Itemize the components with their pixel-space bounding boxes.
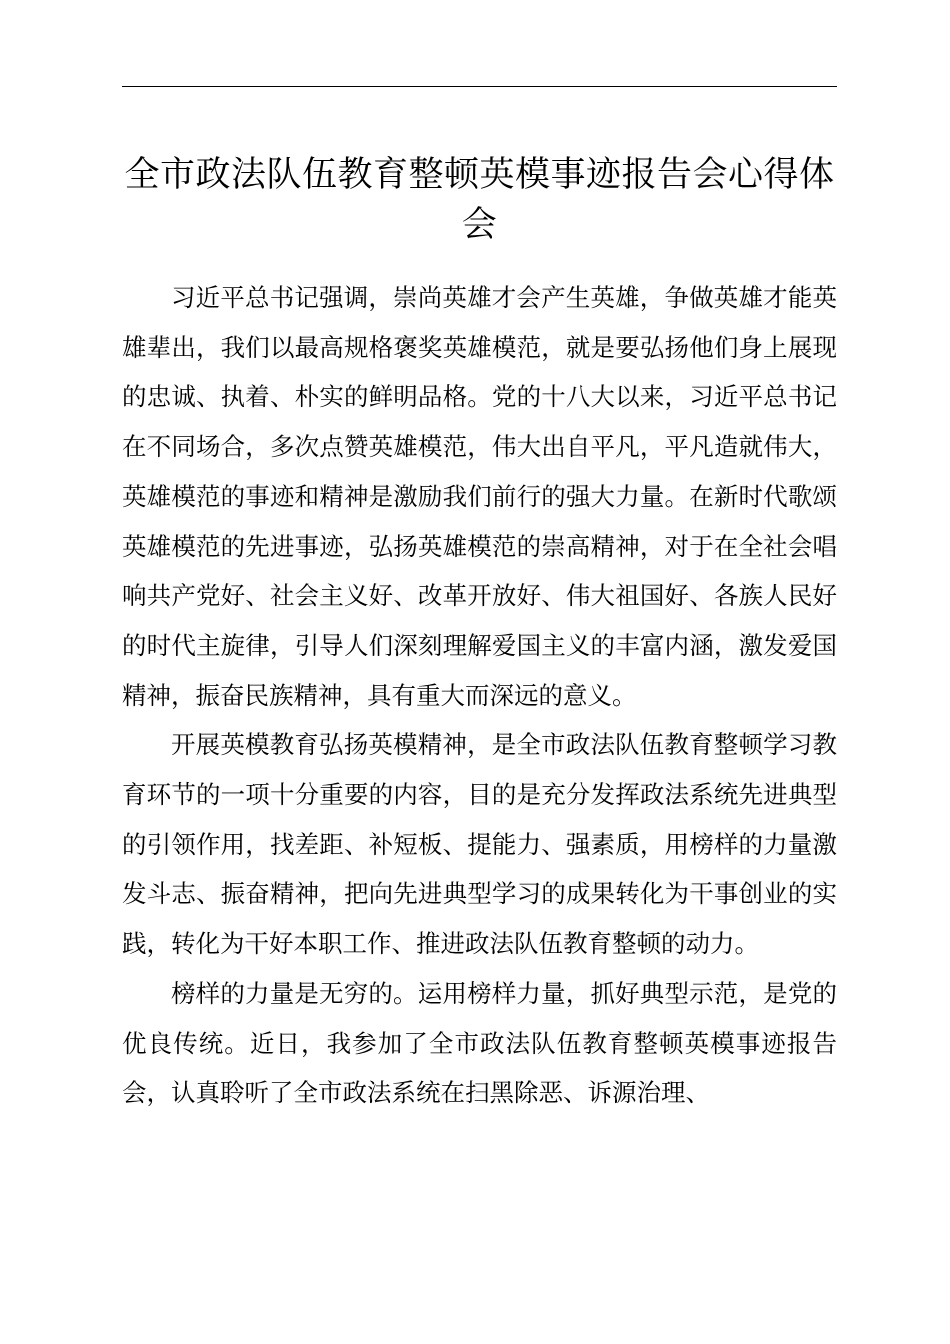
paragraph-3: 榜样的力量是无穷的。运用榜样力量，抓好典型示范，是党的优良传统。近日，我参加了全市政法队伍教育整顿英模事迹报告会，认真聆听了全市政法系统在扫黑除恶、诉源治理、 [122,978,837,1108]
paragraph-2: 开展英模教育弘扬英模精神，是全市政法队伍教育整顿学习教育环节的一项十分重要的内容，目的是充分发挥政法系统先进典型的引领作用，找差距、补短板、提能力、强素质，用榜样的力量激发斗志、振奋精神，把向先进典型学习的成果转化为干事创业的实践，转化为干好本职工作、推进政法队伍教育整顿的动力。 [122,730,837,959]
paragraph-1: 习近平总书记强调，崇尚英雄才会产生英雄，争做英雄才能英雄辈出，我们以最高规格褒奖英雄模范，就是要弘扬他们身上展现的忠诚、执着、朴实的鲜明品格。党的十八大以来，习近平总书记在不同场合，多次点赞英雄模范，伟大出自平凡，平凡造就伟大，英雄模范的事迹和精神是激励我们前行的强大力量。在新时代歌颂英雄模范的先进事迹，弘扬英雄模范的崇高精神，对于在全社会唱响共产党好、社会主义好、改革开放好、伟大祖国好、各族人民好的时代主旋律，引导人们深刻理解爱国主义的丰富内涵，激发爱国精神，振奋民族精神，具有重大而深远的意义。 [122,283,837,710]
document-body [122,273,837,1118]
header-rule [122,86,837,87]
document-title: 全市政法队伍教育整顿英模事迹报告会心得体会 [124,155,835,245]
